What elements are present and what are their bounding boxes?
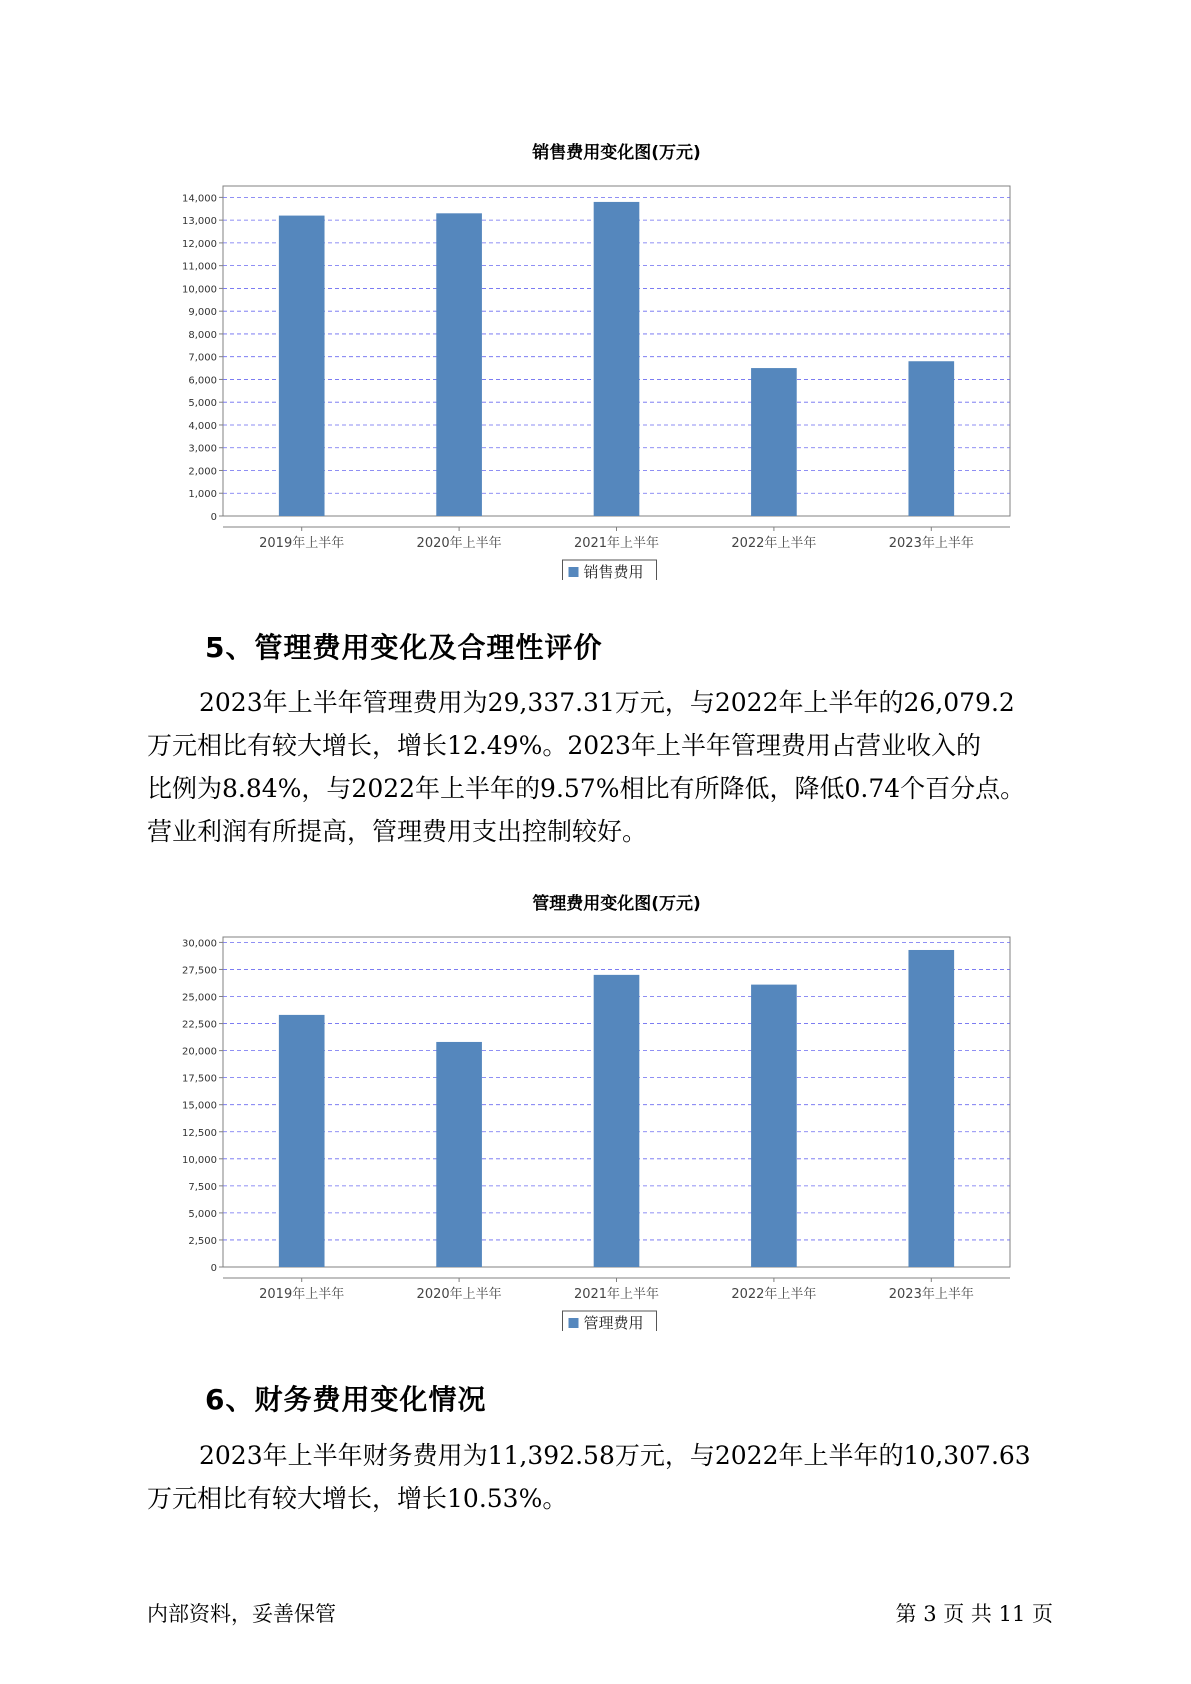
x-tick-label: 2022年上半年 xyxy=(731,536,817,551)
y-tick-label: 10,000 xyxy=(182,284,217,296)
section-6-paragraph xyxy=(147,1434,1087,1520)
y-tick-label: 3,000 xyxy=(188,443,217,455)
y-tick-label: 1,000 xyxy=(188,489,217,501)
y-tick-label: 9,000 xyxy=(188,307,217,319)
y-tick-label: 8,000 xyxy=(188,329,217,341)
y-tick-label: 15,000 xyxy=(182,1100,217,1112)
x-tick-label: 2021年上半年 xyxy=(573,536,660,551)
y-tick-label: 30,000 xyxy=(182,938,217,950)
bar xyxy=(751,368,797,516)
y-tick-label: 12,000 xyxy=(182,238,217,250)
x-tick-label: 2020年上半年 xyxy=(416,1287,502,1302)
legend-swatch xyxy=(569,567,579,577)
admin-expense-chart xyxy=(150,891,1030,1331)
y-tick-label: 14,000 xyxy=(182,193,217,205)
section-6-heading: 6、财务费用变化情况 xyxy=(205,1383,487,1416)
section-5-heading: 5、管理费用变化及合理性评价 xyxy=(205,631,603,664)
y-tick-label: 10,000 xyxy=(182,1154,217,1166)
y-tick-label: 5,000 xyxy=(188,398,217,410)
x-tick-label: 2023年上半年 xyxy=(888,536,974,551)
paragraph-line: 万元相比有较大增长，增长10.53%。 xyxy=(147,1484,568,1513)
chart-title: 管理费用变化图(万元) xyxy=(532,894,701,914)
x-tick-label: 2022年上半年 xyxy=(731,1287,817,1302)
bar xyxy=(908,950,954,1267)
legend-swatch xyxy=(569,1318,579,1328)
y-tick-label: 2,000 xyxy=(188,466,217,478)
footer-page-number: 第 3 页 共 11 页 xyxy=(895,1602,1053,1626)
y-tick-label: 12,500 xyxy=(182,1127,217,1139)
y-tick-label: 7,500 xyxy=(188,1181,217,1193)
x-tick-label: 2019年上半年 xyxy=(259,1287,345,1302)
footer-left: 内部资料，妥善保管 xyxy=(147,1602,336,1626)
y-tick-label: 4,000 xyxy=(188,420,217,432)
y-tick-label: 22,500 xyxy=(182,1019,217,1031)
x-tick-label: 2019年上半年 xyxy=(259,536,345,551)
paragraph-line: 万元相比有较大增长，增长12.49%。2023年上半年管理费用占营业收入的 xyxy=(147,731,981,760)
paragraph-line: 2023年上半年财务费用为11,392.58万元，与2022年上半年的10,307.63 xyxy=(199,1441,1031,1470)
y-tick-label: 17,500 xyxy=(182,1073,217,1085)
legend-label: 管理费用 xyxy=(583,1314,644,1331)
bar xyxy=(436,213,482,516)
x-tick-label: 2021年上半年 xyxy=(573,1287,660,1302)
bar xyxy=(279,1015,325,1267)
bar xyxy=(594,202,640,516)
bar xyxy=(594,975,640,1267)
y-tick-label: 0 xyxy=(210,1263,217,1274)
y-tick-label: 7,000 xyxy=(188,352,217,364)
bar xyxy=(751,985,797,1267)
sales-expense-chart xyxy=(150,140,1030,580)
bar xyxy=(279,216,325,516)
y-tick-label: 13,000 xyxy=(182,216,217,228)
y-tick-label: 11,000 xyxy=(182,261,217,273)
y-tick-label: 5,000 xyxy=(188,1208,217,1220)
y-tick-label: 20,000 xyxy=(182,1046,217,1058)
legend-label: 销售费用 xyxy=(583,563,644,580)
paragraph-line: 比例为8.84%，与2022年上半年的9.57%相比有所降低，降低0.74个百分点。 xyxy=(147,774,1026,803)
y-tick-label: 27,500 xyxy=(182,965,217,977)
x-tick-label: 2023年上半年 xyxy=(888,1287,974,1302)
paragraph-line: 营业利润有所提高，管理费用支出控制较好。 xyxy=(147,817,648,846)
chart-title: 销售费用变化图(万元) xyxy=(532,143,701,163)
x-tick-label: 2020年上半年 xyxy=(416,536,502,551)
section-5-paragraph xyxy=(147,681,1087,853)
y-tick-label: 6,000 xyxy=(188,375,217,387)
chart-svg xyxy=(150,891,1030,1331)
y-tick-label: 2,500 xyxy=(188,1235,217,1247)
y-tick-label: 0 xyxy=(210,512,217,523)
bar xyxy=(436,1042,482,1267)
bar xyxy=(908,361,954,516)
y-tick-label: 25,000 xyxy=(182,992,217,1004)
chart-svg xyxy=(150,140,1030,580)
paragraph-line: 2023年上半年管理费用为29,337.31万元，与2022年上半年的26,079.2 xyxy=(199,688,1015,717)
